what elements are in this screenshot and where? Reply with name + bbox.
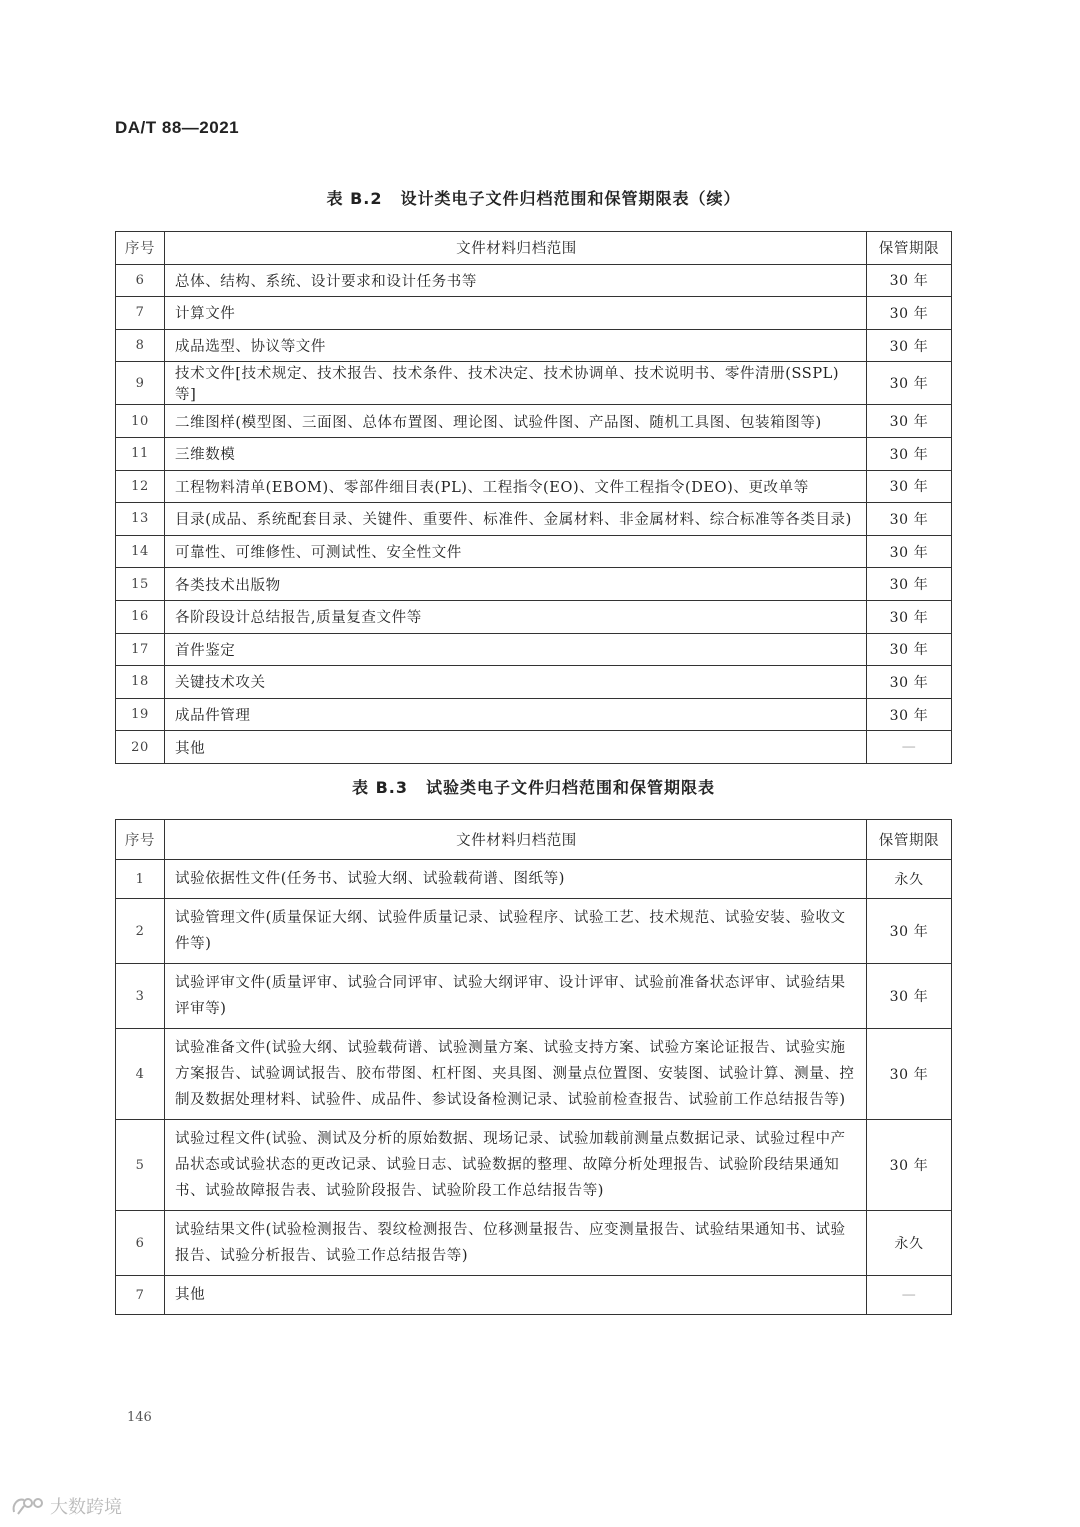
row-number: 6 (116, 264, 165, 297)
row-range: 计算文件 (165, 297, 867, 330)
row-period: 30 年 (867, 1120, 952, 1211)
row-range: 三维数模 (165, 437, 867, 470)
row-period: 永久 (867, 1211, 952, 1276)
row-number: 4 (116, 1029, 165, 1120)
row-range: 成品选型、协议等文件 (165, 329, 867, 362)
table-b3-caption-number: 表 B.3 (352, 778, 408, 797)
row-range: 可靠性、可维修性、可测试性、安全性文件 (165, 535, 867, 568)
row-number: 7 (116, 297, 165, 330)
row-range: 试验依据性文件(任务书、试验大纲、试验载荷谱、图纸等) (165, 860, 867, 899)
col-header-range: 文件材料归档范围 (165, 820, 867, 860)
col-header-no: 序号 (116, 232, 165, 265)
table-row (116, 698, 952, 731)
table-header-row (116, 232, 952, 265)
row-number: 6 (116, 1211, 165, 1276)
page-number: 146 (127, 1410, 152, 1425)
row-period: 30 年 (867, 698, 952, 731)
table-b3-caption (115, 775, 952, 798)
row-number: 15 (116, 568, 165, 601)
row-range: 总体、结构、系统、设计要求和设计任务书等 (165, 264, 867, 297)
row-period: 30 年 (867, 568, 952, 601)
row-number: 14 (116, 535, 165, 568)
row-range: 其他 (165, 731, 867, 764)
table-b3 (115, 819, 952, 1315)
table-b3-caption-title: 试验类电子文件归档范围和保管期限表 (425, 778, 715, 797)
row-range: 试验评审文件(质量评审、试验合同评审、试验大纲评审、设计评审、试验前准备状态评审、试验结果评审等) (165, 964, 867, 1029)
row-period: 30 年 (867, 1029, 952, 1120)
row-period: 30 年 (867, 362, 952, 405)
row-period: 30 年 (867, 470, 952, 503)
row-period: 30 年 (867, 437, 952, 470)
watermark-text: 大数跨境 (50, 1497, 122, 1518)
row-number: 3 (116, 964, 165, 1029)
row-number: 12 (116, 470, 165, 503)
row-period: 30 年 (867, 600, 952, 633)
table-b2-caption-title: 设计类电子文件归档范围和保管期限表（续） (400, 189, 741, 208)
row-range: 试验管理文件(质量保证大纲、试验件质量记录、试验程序、试验工艺、技术规范、试验安装、验收文件等) (165, 899, 867, 964)
table-row (116, 633, 952, 666)
table-row (116, 899, 952, 964)
col-header-period: 保管期限 (867, 232, 952, 265)
row-period: — (867, 731, 952, 764)
row-number: 1 (116, 860, 165, 899)
row-period: 30 年 (867, 535, 952, 568)
row-range: 成品件管理 (165, 698, 867, 731)
table-b2 (115, 231, 952, 764)
row-number: 10 (116, 405, 165, 438)
row-period: — (867, 1276, 952, 1315)
row-range: 各类技术出版物 (165, 568, 867, 601)
logo-icon (10, 1494, 46, 1518)
row-period: 30 年 (867, 666, 952, 699)
row-range: 试验过程文件(试验、测试及分析的原始数据、现场记录、试验加载前测量点数据记录、试验过程中产品状态或试验状态的更改记录、试验日志、试验数据的整理、故障分析处理报告、试验阶段结果通知书、试验故障报告表、试验阶段报告、试验阶段工作总结报告等) (165, 1120, 867, 1211)
row-number: 17 (116, 633, 165, 666)
row-period: 30 年 (867, 405, 952, 438)
row-number: 19 (116, 698, 165, 731)
col-header-range: 文件材料归档范围 (165, 232, 867, 265)
standard-code: DA/T 88—2021 (115, 118, 240, 137)
row-period: 30 年 (867, 297, 952, 330)
row-period: 30 年 (867, 264, 952, 297)
table-b2-body (116, 264, 952, 763)
row-range: 工程物料清单(EBOM)、零部件细目表(PL)、工程指令(EO)、文件工程指令(DEO)、更改单等 (165, 470, 867, 503)
table-row (116, 860, 952, 899)
row-number: 8 (116, 329, 165, 362)
row-range: 各阶段设计总结报告,质量复查文件等 (165, 600, 867, 633)
row-number: 9 (116, 362, 165, 405)
row-range: 其他 (165, 1276, 867, 1315)
row-range: 首件鉴定 (165, 633, 867, 666)
table-row (116, 1120, 952, 1211)
table-row (116, 600, 952, 633)
table-b2-caption-number: 表 B.2 (326, 189, 383, 208)
row-number: 18 (116, 666, 165, 699)
table-row (116, 568, 952, 601)
row-range: 试验准备文件(试验大纲、试验载荷谱、试验测量方案、试验支持方案、试验方案论证报告、试验实施方案报告、试验调试报告、胶布带图、杠杆图、夹具图、测量点位置图、安装图、试验计算、测量、控制及数据处理材料、试验件、成品件、参试设备检测记录、试验前检查报告、试验前工作总结报告等) (165, 1029, 867, 1120)
row-range: 关键技术攻关 (165, 666, 867, 699)
col-header-period: 保管期限 (867, 820, 952, 860)
table-header-row (116, 820, 952, 860)
row-number: 7 (116, 1276, 165, 1315)
row-range: 技术文件[技术规定、技术报告、技术条件、技术决定、技术协调单、技术说明书、零件清册(SSPL)等] (165, 362, 867, 405)
table-row (116, 503, 952, 536)
row-period: 30 年 (867, 503, 952, 536)
row-period: 30 年 (867, 633, 952, 666)
row-number: 16 (116, 600, 165, 633)
row-number: 2 (116, 899, 165, 964)
watermark (10, 1493, 122, 1519)
row-period: 永久 (867, 860, 952, 899)
row-range: 试验结果文件(试验检测报告、裂纹检测报告、位移测量报告、应变测量报告、试验结果通知书、试验报告、试验分析报告、试验工作总结报告等) (165, 1211, 867, 1276)
table-row (116, 964, 952, 1029)
table-b2-caption (115, 186, 952, 209)
table-row (116, 329, 952, 362)
table-row (116, 731, 952, 764)
row-number: 13 (116, 503, 165, 536)
row-range: 目录(成品、系统配套目录、关键件、重要件、标准件、金属材料、非金属材料、综合标准等各类目录) (165, 503, 867, 536)
table-row (116, 1029, 952, 1120)
row-number: 20 (116, 731, 165, 764)
table-row (116, 470, 952, 503)
col-header-no: 序号 (116, 820, 165, 860)
table-row (116, 666, 952, 699)
table-row (116, 362, 952, 405)
row-period: 30 年 (867, 329, 952, 362)
row-number: 5 (116, 1120, 165, 1211)
table-row (116, 535, 952, 568)
table-row (116, 1276, 952, 1315)
row-range: 二维图样(模型图、三面图、总体布置图、理论图、试验件图、产品图、随机工具图、包装箱图等) (165, 405, 867, 438)
table-row (116, 437, 952, 470)
table-row (116, 1211, 952, 1276)
table-row (116, 297, 952, 330)
row-period: 30 年 (867, 964, 952, 1029)
table-row (116, 264, 952, 297)
table-row (116, 405, 952, 438)
row-period: 30 年 (867, 899, 952, 964)
table-b3-body (116, 860, 952, 1315)
row-number: 11 (116, 437, 165, 470)
